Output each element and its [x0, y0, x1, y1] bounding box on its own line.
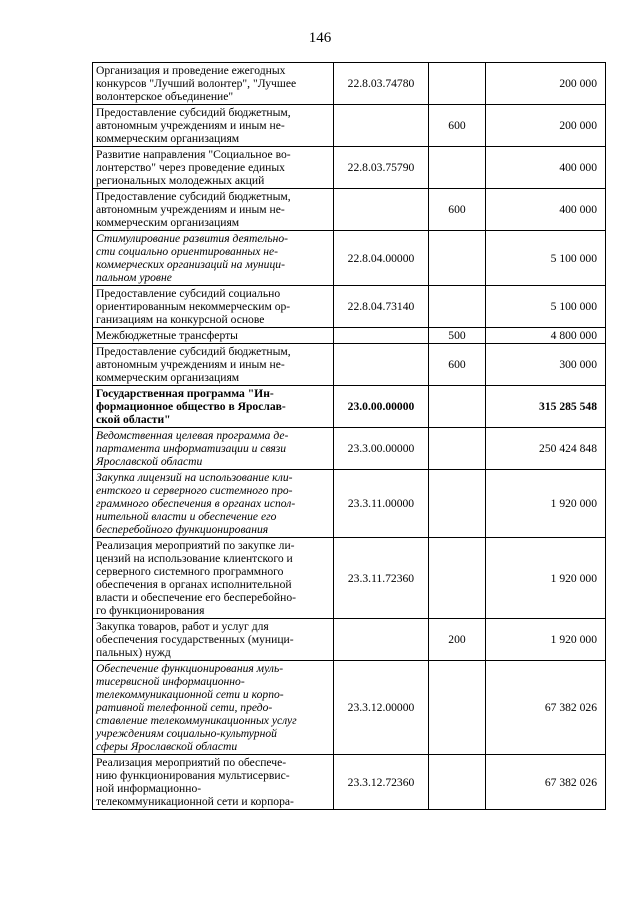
- row-type-cell: 200: [429, 619, 486, 661]
- row-code-cell: 23.3.12.72360: [334, 755, 429, 810]
- table-row: [93, 147, 606, 189]
- row-code-cell: [334, 189, 429, 231]
- row-code-cell: 22.8.03.75790: [334, 147, 429, 189]
- row-code-cell: [334, 105, 429, 147]
- row-code-cell: 23.3.00.00000: [334, 428, 429, 470]
- row-code-cell: 23.0.00.00000: [334, 386, 429, 428]
- table-row: [93, 619, 606, 661]
- row-name-cell: Реализация мероприятий по обеспече- нию функционирования мультисервис- ной информационно- телекоммуникационной сети и корпора-: [93, 755, 334, 810]
- row-code-cell: 22.8.04.73140: [334, 286, 429, 328]
- row-type-cell: [429, 63, 486, 105]
- page-number: 146: [308, 30, 332, 46]
- row-name-cell: Ведомственная целевая программа де- партамента информатизации и связи Ярославской области: [93, 428, 334, 470]
- row-sum-cell: 4 800 000: [486, 328, 606, 344]
- table-row: [93, 344, 606, 386]
- table-row: [93, 428, 606, 470]
- row-sum-cell: 1 920 000: [486, 538, 606, 619]
- row-sum-cell: 300 000: [486, 344, 606, 386]
- row-type-cell: [429, 386, 486, 428]
- table-row: [93, 661, 606, 755]
- row-sum-cell: 67 382 026: [486, 661, 606, 755]
- row-name-cell: Стимулирование развития деятельно- сти социально ориентированных не- коммерческих организаций на муници- пальном уровне: [93, 231, 334, 286]
- row-code-cell: [334, 328, 429, 344]
- table-row: [93, 286, 606, 328]
- row-type-cell: [429, 286, 486, 328]
- row-name-cell: Предоставление субсидий бюджетным, автономным учреждениям и иным не- коммерческим организациям: [93, 105, 334, 147]
- row-sum-cell: 67 382 026: [486, 755, 606, 810]
- row-name-cell: Межбюджетные трансферты: [93, 328, 334, 344]
- row-name-cell: Государственная программа "Ин- формационное общество в Ярослав- ской области": [93, 386, 334, 428]
- table-row: [93, 328, 606, 344]
- row-type-cell: [429, 538, 486, 619]
- row-name-cell: Предоставление субсидий бюджетным, автономным учреждениям и иным не- коммерческим организациям: [93, 344, 334, 386]
- table-row: [93, 63, 606, 105]
- row-sum-cell: 1 920 000: [486, 619, 606, 661]
- row-type-cell: [429, 147, 486, 189]
- row-sum-cell: 1 920 000: [486, 470, 606, 538]
- row-name-cell: Организация и проведение ежегодных конкурсов "Лучший волонтер", "Лучшее волонтерское объединение": [93, 63, 334, 105]
- row-name-cell: Закупка товаров, работ и услуг для обеспечения государственных (муници- пальных) нужд: [93, 619, 334, 661]
- row-code-cell: [334, 344, 429, 386]
- row-name-cell: Развитие направления "Социальное во- лонтерство" через проведение единых региональных молодежных акций: [93, 147, 334, 189]
- row-type-cell: 600: [429, 105, 486, 147]
- row-type-cell: 600: [429, 344, 486, 386]
- row-name-cell: Обеспечение функционирования муль- тисервисной информационно- телекоммуникационной сети и корпо- ративной телефонной сети, предо- ставление телекоммуникационных услуг учреждениям социально-культурной сферы Ярославской области: [93, 661, 334, 755]
- row-sum-cell: 5 100 000: [486, 231, 606, 286]
- row-sum-cell: 5 100 000: [486, 286, 606, 328]
- row-code-cell: [334, 619, 429, 661]
- row-sum-cell: 315 285 548: [486, 386, 606, 428]
- row-sum-cell: 400 000: [486, 147, 606, 189]
- row-name-cell: Закупка лицензий на использование кли- ентского и серверного системного про- граммного обеспечения в органах испол- нительной власти и обеспечение его бесперебойного функционирования: [93, 470, 334, 538]
- row-type-cell: [429, 231, 486, 286]
- row-type-cell: 500: [429, 328, 486, 344]
- row-sum-cell: 400 000: [486, 189, 606, 231]
- table-row: [93, 470, 606, 538]
- row-code-cell: 23.3.12.00000: [334, 661, 429, 755]
- table-row: [93, 755, 606, 810]
- table-row: [93, 189, 606, 231]
- row-code-cell: 22.8.04.00000: [334, 231, 429, 286]
- table-row: [93, 231, 606, 286]
- row-code-cell: 23.3.11.00000: [334, 470, 429, 538]
- row-name-cell: Реализация мероприятий по закупке ли- цензий на использование клиентского и серверного системного программного обеспечения в органах исполнительной власти и обеспечение его бесперебойно- го функционирования: [93, 538, 334, 619]
- row-sum-cell: 200 000: [486, 63, 606, 105]
- row-type-cell: [429, 428, 486, 470]
- row-sum-cell: 200 000: [486, 105, 606, 147]
- budget-table: [92, 62, 606, 810]
- row-type-cell: [429, 661, 486, 755]
- row-type-cell: [429, 755, 486, 810]
- row-type-cell: [429, 470, 486, 538]
- row-type-cell: 600: [429, 189, 486, 231]
- row-name-cell: Предоставление субсидий социально ориентированным некоммерческим ор- ганизациям на конкурсной основе: [93, 286, 334, 328]
- table-row: [93, 386, 606, 428]
- row-code-cell: 23.3.11.72360: [334, 538, 429, 619]
- table-row: [93, 105, 606, 147]
- row-code-cell: 22.8.03.74780: [334, 63, 429, 105]
- row-name-cell: Предоставление субсидий бюджетным, автономным учреждениям и иным не- коммерческим организациям: [93, 189, 334, 231]
- row-sum-cell: 250 424 848: [486, 428, 606, 470]
- table-row: [93, 538, 606, 619]
